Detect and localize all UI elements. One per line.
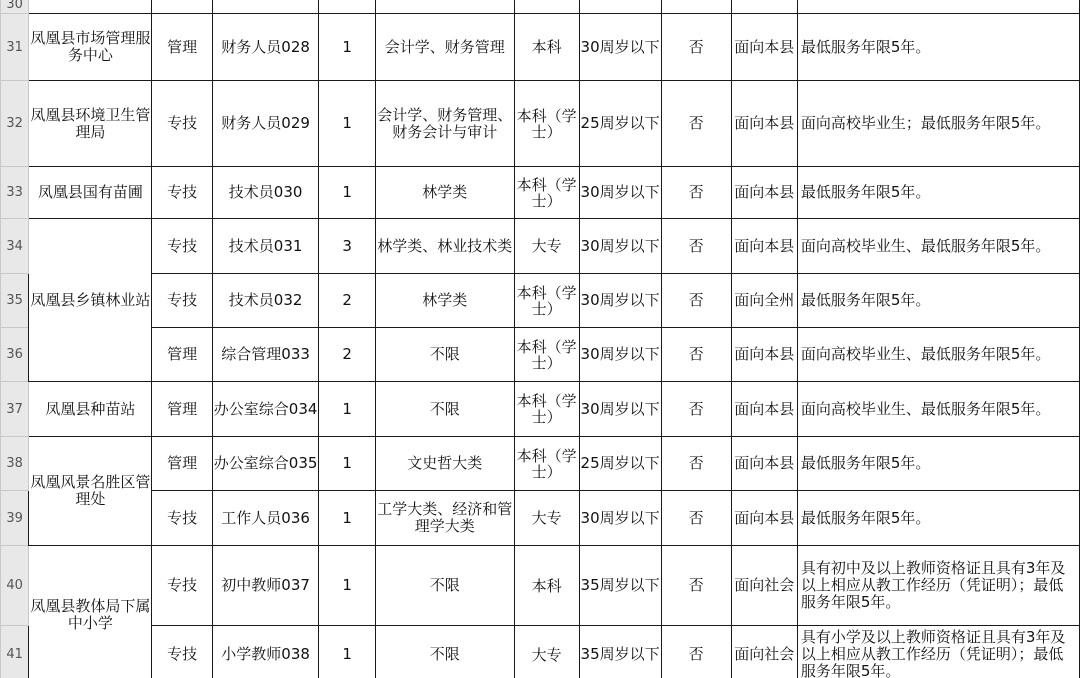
- row-number[interactable]: 35: [1, 274, 29, 328]
- table-row: [1, 167, 1080, 219]
- degree-cell[interactable]: [514, 328, 579, 382]
- note-cell[interactable]: 具有小学及以上教师资格证且具有3年及以上相应从教工作经历（凭证明）；最低服务年限5年。: [797, 626, 1079, 678]
- degree-cell[interactable]: [514, 382, 579, 437]
- type-cell[interactable]: 专技: [152, 167, 212, 219]
- scope-cell[interactable]: 面向社会: [731, 546, 797, 626]
- major-cell[interactable]: 林学类: [375, 274, 514, 328]
- scope-cell[interactable]: 面向全州: [731, 274, 797, 328]
- row-number[interactable]: 32: [1, 81, 29, 167]
- scope-cell[interactable]: 面向社会: [731, 626, 797, 678]
- position-cell[interactable]: 技术员030: [212, 167, 319, 219]
- count-cell[interactable]: 1: [319, 546, 375, 626]
- major-cell[interactable]: 文史哲大类: [375, 437, 514, 491]
- flag-cell[interactable]: [661, 0, 731, 14]
- flag-cell[interactable]: 否: [661, 219, 731, 274]
- position-cell[interactable]: 办公室综合034: [212, 382, 319, 437]
- table-row: [1, 14, 1080, 81]
- degree-cell[interactable]: [514, 81, 579, 167]
- flag-cell[interactable]: 否: [661, 81, 731, 167]
- age-cell[interactable]: 30周岁以下: [579, 274, 661, 328]
- position-cell[interactable]: 技术员032: [212, 274, 319, 328]
- major-cell[interactable]: 林学类: [375, 167, 514, 219]
- table-row: [1, 81, 1080, 167]
- scope-cell[interactable]: 面向本县: [731, 328, 797, 382]
- age-cell[interactable]: 30周岁以下: [579, 328, 661, 382]
- type-cell[interactable]: 专技: [152, 491, 212, 546]
- table-row: [1, 328, 1080, 382]
- type-cell[interactable]: [152, 0, 212, 14]
- major-cell[interactable]: 不限: [375, 626, 514, 678]
- count-cell[interactable]: 1: [319, 167, 375, 219]
- count-cell[interactable]: [319, 0, 375, 14]
- age-cell[interactable]: 30周岁以下: [579, 219, 661, 274]
- type-cell[interactable]: 专技: [152, 81, 212, 167]
- flag-cell[interactable]: 否: [661, 546, 731, 626]
- table-row: [1, 219, 1080, 274]
- degree-cell[interactable]: [514, 167, 579, 219]
- count-cell[interactable]: 1: [319, 437, 375, 491]
- type-cell[interactable]: 专技: [152, 219, 212, 274]
- count-cell[interactable]: 3: [319, 219, 375, 274]
- row-number[interactable]: 40: [1, 546, 29, 626]
- scope-cell[interactable]: 面向本县: [731, 219, 797, 274]
- unit-cell[interactable]: 凤凰县国有苗圃: [29, 167, 152, 219]
- major-cell[interactable]: [375, 0, 514, 14]
- position-cell[interactable]: 综合管理033: [212, 328, 319, 382]
- position-cell[interactable]: [212, 0, 319, 14]
- age-cell[interactable]: 25周岁以下: [579, 437, 661, 491]
- flag-cell[interactable]: 否: [661, 328, 731, 382]
- unit-cell[interactable]: [29, 0, 152, 14]
- unit-cell[interactable]: 凤凰县种苗站: [29, 382, 152, 437]
- degree-text: 本科（学士）: [516, 338, 577, 371]
- degree-text: 大专: [531, 238, 562, 254]
- type-cell[interactable]: 管理: [152, 14, 212, 81]
- degree-cell[interactable]: [514, 14, 579, 81]
- note-cell[interactable]: 面向高校毕业生、最低服务年限5年。: [797, 328, 1079, 382]
- unit-cell[interactable]: 凤凰县教体局下属中小学: [29, 546, 152, 678]
- major-cell[interactable]: 不限: [375, 546, 514, 626]
- count-cell[interactable]: 2: [319, 274, 375, 328]
- degree-cell[interactable]: [514, 0, 579, 14]
- major-cell[interactable]: 会计学、财务管理、财务会计与审计: [375, 81, 514, 167]
- note-cell[interactable]: 具有初中及以上教师资格证且具有3年及以上相应从教工作经历（凭证明）；最低服务年限5年。: [797, 546, 1079, 626]
- scope-cell[interactable]: 面向本县: [731, 14, 797, 81]
- count-cell[interactable]: 2: [319, 328, 375, 382]
- position-cell[interactable]: 财务人员029: [212, 81, 319, 167]
- count-cell[interactable]: 1: [319, 14, 375, 81]
- row-number[interactable]: 34: [1, 219, 29, 274]
- table-row: [1, 546, 1080, 626]
- degree-text: 本科（学士）: [516, 393, 577, 425]
- degree-text: 本科: [531, 39, 562, 55]
- degree-text: 本科（学士）: [516, 447, 577, 480]
- major-cell[interactable]: 工学大类、经济和管理学大类: [375, 491, 514, 546]
- degree-cell[interactable]: [514, 546, 579, 626]
- row-number[interactable]: 37: [1, 382, 29, 437]
- unit-cell[interactable]: 凤凰风景名胜区管理处: [29, 437, 152, 546]
- row-number[interactable]: 38: [1, 437, 29, 491]
- flag-cell[interactable]: 否: [661, 491, 731, 546]
- count-cell[interactable]: 1: [319, 382, 375, 437]
- note-cell[interactable]: [797, 0, 1079, 14]
- age-cell[interactable]: 30周岁以下: [579, 167, 661, 219]
- unit-cell[interactable]: 凤凰县环境卫生管理局: [29, 81, 152, 167]
- age-cell[interactable]: 35周岁以下: [579, 626, 661, 678]
- degree-cell[interactable]: [514, 219, 579, 274]
- table-row: [1, 626, 1080, 678]
- degree-text: 本科: [531, 577, 562, 594]
- count-cell[interactable]: 1: [319, 626, 375, 678]
- scope-cell[interactable]: 面向本县: [731, 491, 797, 546]
- age-cell[interactable]: 30周岁以下: [579, 382, 661, 437]
- major-cell[interactable]: 会计学、财务管理: [375, 14, 514, 81]
- type-cell[interactable]: 专技: [152, 274, 212, 328]
- flag-cell[interactable]: 否: [661, 382, 731, 437]
- flag-cell[interactable]: 否: [661, 274, 731, 328]
- degree-cell[interactable]: [514, 274, 579, 328]
- position-cell[interactable]: 小学教师038: [212, 626, 319, 678]
- type-cell[interactable]: 管理: [152, 382, 212, 437]
- note-cell[interactable]: 最低服务年限5年。: [797, 167, 1079, 219]
- degree-cell[interactable]: [514, 626, 579, 678]
- age-cell[interactable]: 35周岁以下: [579, 546, 661, 626]
- unit-cell[interactable]: 凤凰县市场管理服务中心: [29, 14, 152, 81]
- row-number[interactable]: 30: [1, 0, 29, 14]
- row-number[interactable]: 39: [1, 491, 29, 546]
- note-cell[interactable]: 最低服务年限5年。: [797, 274, 1079, 328]
- note-cell[interactable]: 面向高校毕业生、最低服务年限5年。: [797, 382, 1079, 437]
- type-cell[interactable]: 专技: [152, 546, 212, 626]
- position-cell[interactable]: 初中教师037: [212, 546, 319, 626]
- age-cell[interactable]: 25周岁以下: [579, 81, 661, 167]
- degree-cell[interactable]: [514, 437, 579, 491]
- major-cell[interactable]: 不限: [375, 328, 514, 382]
- degree-text: 本科（学士）: [516, 284, 577, 317]
- flag-cell[interactable]: 否: [661, 14, 731, 81]
- age-cell[interactable]: 30周岁以下: [579, 491, 661, 546]
- row-number[interactable]: 41: [1, 626, 29, 678]
- row-number[interactable]: 31: [1, 14, 29, 81]
- note-cell[interactable]: 最低服务年限5年。: [797, 14, 1079, 81]
- position-cell[interactable]: 财务人员028: [212, 14, 319, 81]
- type-cell[interactable]: 管理: [152, 437, 212, 491]
- row-number[interactable]: 33: [1, 167, 29, 219]
- table-row: [1, 437, 1080, 491]
- unit-cell[interactable]: 凤凰县乡镇林业站: [29, 219, 152, 382]
- note-cell[interactable]: 最低服务年限5年。: [797, 491, 1079, 546]
- scope-cell[interactable]: 面向本县: [731, 167, 797, 219]
- major-cell[interactable]: 不限: [375, 382, 514, 437]
- note-cell[interactable]: 面向高校毕业生；最低服务年限5年。: [797, 81, 1079, 167]
- flag-cell[interactable]: 否: [661, 626, 731, 678]
- position-cell[interactable]: 办公室综合035: [212, 437, 319, 491]
- degree-text: 大专: [531, 510, 562, 526]
- table-row: [1, 0, 1080, 14]
- note-cell[interactable]: 最低服务年限5年。: [797, 437, 1079, 491]
- scope-cell[interactable]: [731, 0, 797, 14]
- type-cell[interactable]: 专技: [152, 626, 212, 678]
- age-cell[interactable]: 30周岁以下: [579, 14, 661, 81]
- position-cell[interactable]: 工作人员036: [212, 491, 319, 546]
- note-cell[interactable]: 面向高校毕业生、最低服务年限5年。: [797, 219, 1079, 274]
- degree-text: 大专: [531, 646, 562, 663]
- degree-text: 本科（学士）: [516, 107, 577, 140]
- type-cell[interactable]: 管理: [152, 328, 212, 382]
- table-row: [1, 382, 1080, 437]
- degree-cell[interactable]: [514, 491, 579, 546]
- degree-text: 本科（学士）: [516, 176, 577, 209]
- scope-cell[interactable]: 面向本县: [731, 81, 797, 167]
- table-row: [1, 274, 1080, 328]
- age-cell[interactable]: [579, 0, 661, 14]
- major-cell[interactable]: 林学类、林业技术类: [375, 219, 514, 274]
- count-cell[interactable]: 1: [319, 491, 375, 546]
- scope-cell[interactable]: 面向本县: [731, 437, 797, 491]
- row-number[interactable]: 36: [1, 328, 29, 382]
- flag-cell[interactable]: 否: [661, 437, 731, 491]
- table-row: [1, 491, 1080, 546]
- position-cell[interactable]: 技术员031: [212, 219, 319, 274]
- scope-cell[interactable]: 面向本县: [731, 382, 797, 437]
- flag-cell[interactable]: 否: [661, 167, 731, 219]
- count-cell[interactable]: 1: [319, 81, 375, 167]
